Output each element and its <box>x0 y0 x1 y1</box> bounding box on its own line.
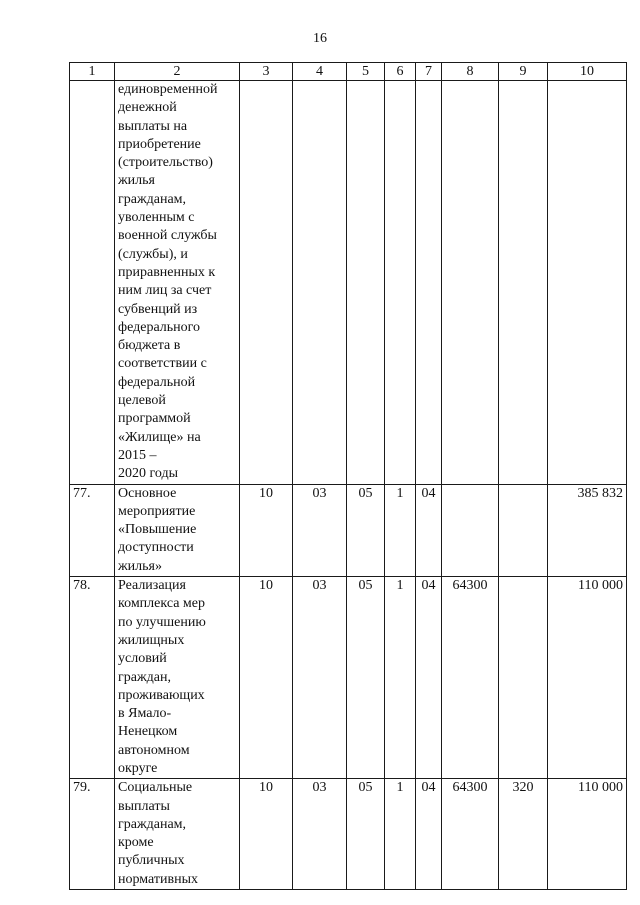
cell-col4: 03 <box>293 779 347 890</box>
row-name: единовременной денежной выплаты на приобретение (строительство) жилья гражданам, уволенным с военной службы (службы), и приравненных к ним лиц за счет субвенций из федерального бюджета в соответствии с федеральной целевой программой «Жилище» на 2015 – 2020 годы <box>115 81 240 485</box>
cell-col5: 05 <box>347 577 385 779</box>
column-header: 5 <box>347 63 385 81</box>
cell-col10: 385 832 <box>548 484 627 576</box>
cell-col6: 1 <box>385 577 416 779</box>
cell-col8: 64300 <box>442 577 499 779</box>
column-header: 2 <box>115 63 240 81</box>
cell-col9 <box>499 484 548 576</box>
page-number: 16 <box>313 31 327 46</box>
row-name: Основное мероприятие «Повышение доступности жилья» <box>115 484 240 576</box>
row-number <box>70 81 115 485</box>
cell-col5: 05 <box>347 484 385 576</box>
table-row <box>70 779 627 890</box>
cell-col8 <box>442 484 499 576</box>
column-header: 10 <box>548 63 627 81</box>
cell-col9 <box>499 81 548 485</box>
column-header: 1 <box>70 63 115 81</box>
cell-col4 <box>293 81 347 485</box>
budget-table <box>69 62 627 890</box>
table-row <box>70 81 627 485</box>
cell-col3: 10 <box>240 484 293 576</box>
cell-col7: 04 <box>416 779 442 890</box>
cell-col5 <box>347 81 385 485</box>
cell-col6: 1 <box>385 484 416 576</box>
cell-col9: 320 <box>499 779 548 890</box>
cell-col3: 10 <box>240 577 293 779</box>
column-header: 6 <box>385 63 416 81</box>
column-header: 3 <box>240 63 293 81</box>
table-header-row <box>70 63 627 81</box>
cell-col10: 110 000 <box>548 577 627 779</box>
row-name: Реализация комплекса мер по улучшению жилищных условий граждан, проживающих в Ямало- Ненецком автономном округе <box>115 577 240 779</box>
cell-col7: 04 <box>416 484 442 576</box>
cell-col5: 05 <box>347 779 385 890</box>
cell-col8 <box>442 81 499 485</box>
cell-col4: 03 <box>293 484 347 576</box>
cell-col7 <box>416 81 442 485</box>
cell-col7: 04 <box>416 577 442 779</box>
cell-col10 <box>548 81 627 485</box>
cell-col9 <box>499 577 548 779</box>
cell-col8: 64300 <box>442 779 499 890</box>
cell-col10: 110 000 <box>548 779 627 890</box>
cell-col6 <box>385 81 416 485</box>
cell-col4: 03 <box>293 577 347 779</box>
column-header: 9 <box>499 63 548 81</box>
cell-col3 <box>240 81 293 485</box>
row-name: Социальные выплаты гражданам, кроме публичных нормативных <box>115 779 240 890</box>
cell-col3: 10 <box>240 779 293 890</box>
table-row <box>70 577 627 779</box>
row-number: 79. <box>70 779 115 890</box>
column-header: 4 <box>293 63 347 81</box>
row-number: 77. <box>70 484 115 576</box>
table-row <box>70 484 627 576</box>
column-header: 7 <box>416 63 442 81</box>
column-header: 8 <box>442 63 499 81</box>
cell-col6: 1 <box>385 779 416 890</box>
row-number: 78. <box>70 577 115 779</box>
